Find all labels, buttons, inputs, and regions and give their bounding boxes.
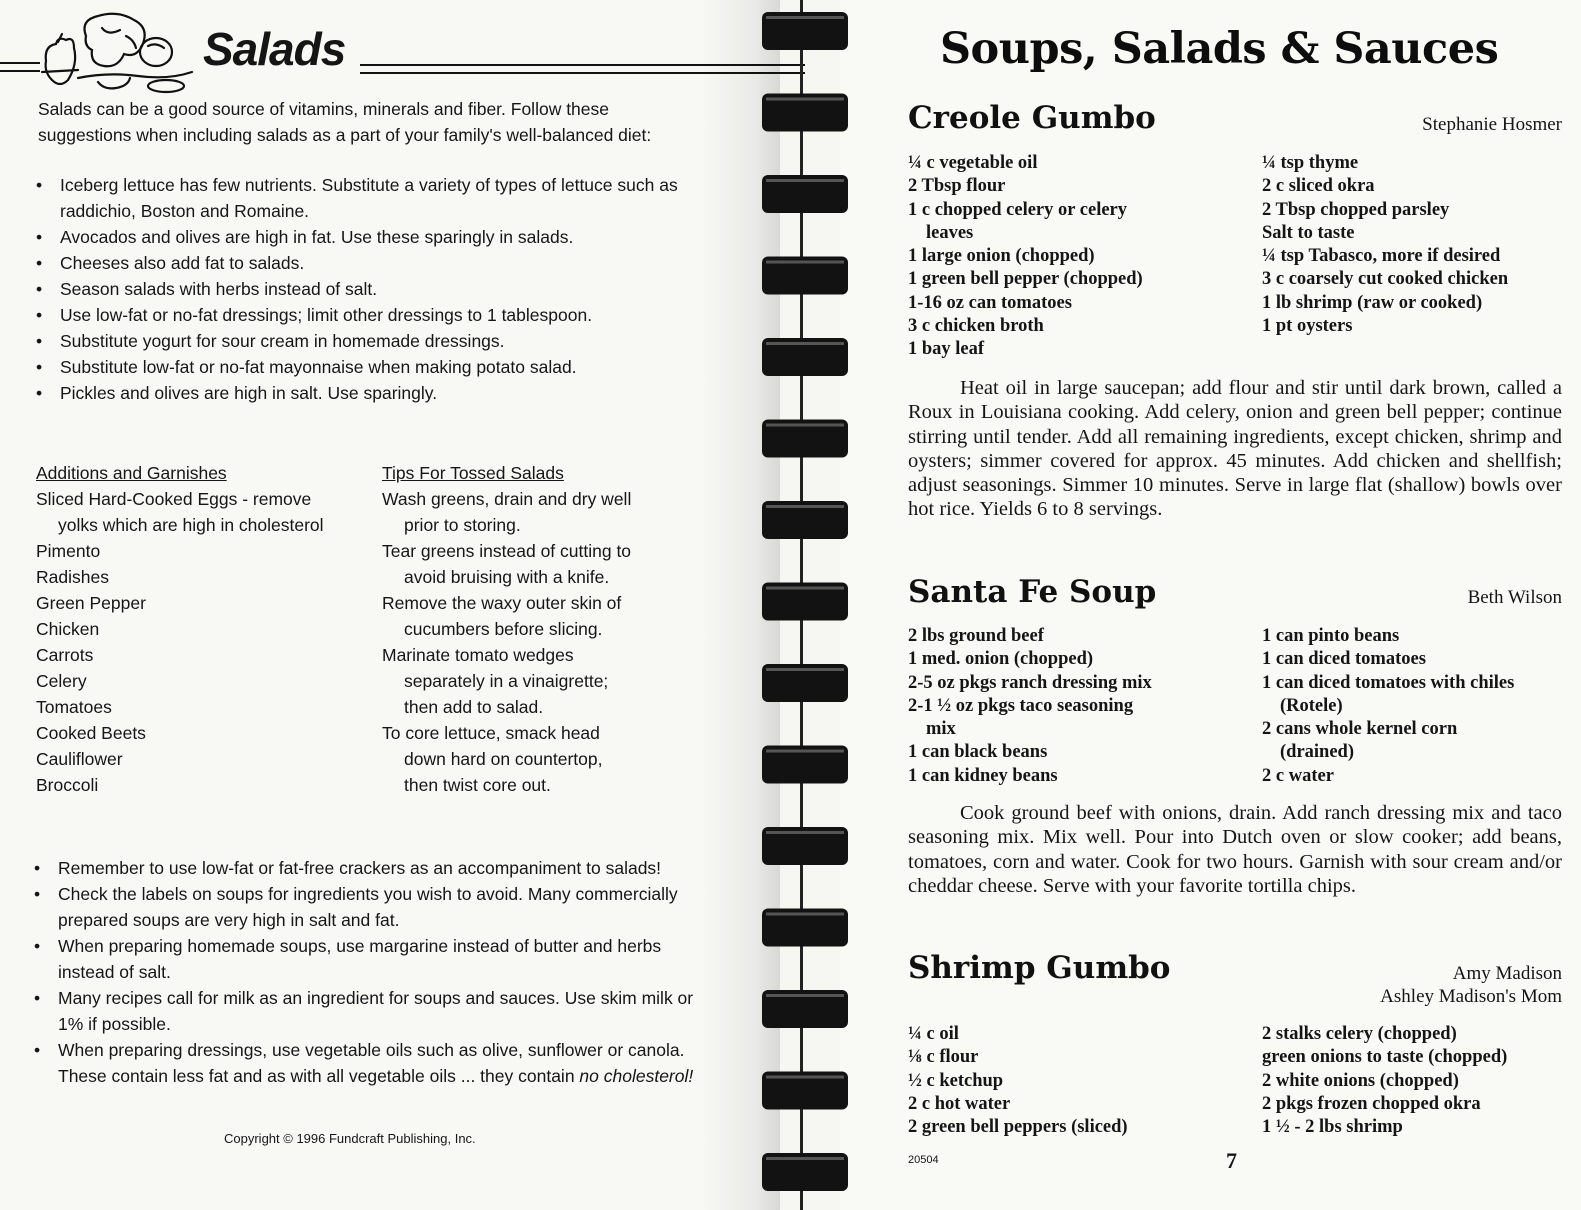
list-item: To core lettuce, smack head: [382, 723, 600, 743]
list-item: 2 c hot water: [908, 1093, 1011, 1114]
list-item: 1 can black beans: [908, 742, 1048, 763]
list-item: yolks which are high in cholesterol: [58, 515, 324, 535]
list-item: 1 green bell pepper (chopped): [908, 269, 1143, 290]
list-item: (drained): [1280, 742, 1354, 763]
spiral-coil-highlight: [766, 342, 844, 345]
salads-intro-text: Salads can be a good source of vitamins, minerals and fiber. Follow these suggestions when including salads as a part of your family's well-balanced diet:: [38, 99, 652, 145]
list-item: then add to salad.: [404, 697, 544, 717]
header-rule-left-2: [0, 70, 40, 72]
list-item: mix: [926, 719, 956, 740]
list-item: • Substitute yogurt for sour cream in homemade dressings.: [36, 328, 702, 354]
list-item: 1 med. onion (chopped): [908, 649, 1094, 670]
list-item: • Substitute low-fat or no-fat mayonnaise when making potato salad.: [36, 354, 702, 380]
list-item: ⅛ c flour: [908, 1047, 979, 1068]
list-item: green onions to taste (chopped): [1262, 1047, 1508, 1068]
header-rule-right-2: [360, 72, 805, 74]
header-rule-right: [360, 64, 805, 66]
spiral-coil-highlight: [766, 16, 844, 19]
list-item: then twist core out.: [404, 775, 551, 795]
shrimp-gumbo-author: Amy Madison: [1452, 963, 1562, 984]
list-item: prior to storing.: [404, 515, 521, 535]
list-item: 2-1 ½ oz pkgs taco seasoning: [908, 695, 1134, 716]
shrimp-ingredients-right: [1262, 1023, 1572, 1139]
list-item: ½ c ketchup: [908, 1070, 1004, 1091]
list-item: • Iceberg lettuce has few nutrients. Substitute a variety of types of lettuce such as raddichio, Boston and Romaine.: [36, 172, 702, 224]
santa-fe-ingredients-left: [908, 625, 1248, 788]
tip-last-text: When preparing dressings, use vegetable oils such as olive, sunflower or canola. These contain less fat and as with all vegetable oils ... they contain: [58, 1040, 685, 1086]
copyright-notice: Copyright © 1996 Fundcraft Publishing, Inc.: [224, 1131, 476, 1146]
list-item: 2 Tbsp chopped parsley: [1262, 199, 1450, 220]
spiral-coil-highlight: [766, 1076, 844, 1079]
list-item: 1 large onion (chopped): [908, 246, 1095, 267]
tip-last-emphasis: no cholesterol!: [579, 1066, 694, 1086]
list-item: 2 pkgs frozen chopped okra: [1262, 1093, 1481, 1114]
list-item: Broccoli: [36, 775, 99, 795]
garnishes-column: [36, 460, 356, 798]
list-item: 1 can kidney beans: [908, 765, 1058, 786]
list-item: 2 cans whole kernel corn: [1262, 719, 1458, 740]
list-item: Green Pepper: [36, 593, 146, 613]
creole-ingredients-left: [908, 152, 1248, 362]
list-item: 2 white onions (chopped): [1262, 1070, 1459, 1091]
list-item: 1 ½ - 2 lbs shrimp: [1262, 1117, 1403, 1138]
header-rule-left: [0, 62, 40, 64]
stock-number: 20504: [908, 1154, 939, 1166]
list-item: Salt to taste: [1262, 222, 1355, 243]
page-number: 7: [1226, 1148, 1237, 1173]
tossed-salad-tips-column: [382, 460, 712, 798]
list-item: 1 bay leaf: [908, 339, 985, 360]
shrimp-gumbo-author-2: Ashley Madison's Mom: [1380, 986, 1562, 1007]
list-item: 1 c chopped celery or celery: [908, 199, 1128, 220]
list-item: Tomatoes: [36, 697, 112, 717]
list-item: Remove the waxy outer skin of: [382, 593, 622, 613]
garnishes-heading: Additions and Garnishes: [36, 463, 227, 483]
santa-fe-ingredients-right: [1262, 625, 1577, 788]
spiral-coil-highlight: [766, 913, 844, 916]
soups-section-title: Soups, Salads & Sauces: [940, 24, 1499, 74]
list-item: • Pickles and olives are high in salt. Use sparingly.: [36, 380, 702, 406]
list-item: 1 lb shrimp (raw or cooked): [1262, 292, 1483, 313]
list-item: Radishes: [36, 567, 109, 587]
list-item: Cauliflower: [36, 749, 123, 769]
spiral-binding: [758, 0, 858, 1210]
creole-gumbo-title: Creole Gumbo: [908, 100, 1156, 136]
list-item: 1 pt oysters: [1262, 316, 1353, 337]
list-item: Wash greens, drain and dry well: [382, 489, 632, 509]
list-item: 2 c sliced okra: [1262, 176, 1375, 197]
list-item: • Check the labels on soups for ingredients you wish to avoid. Many commercially prepared soups are very high in salt and fat.: [34, 881, 702, 933]
santa-fe-directions: Cook ground beef with onions, drain. Add ranch dressing mix and taco seasoning mix. Mix well. Pour into Dutch oven or slow cooker; add beans, tomatoes, corn and water. Cook for two hours. Garnish with sour cream and/or cheddar cheese. Serve with your favorite tortilla chips.: [908, 802, 1562, 897]
list-item: leaves: [926, 222, 974, 243]
list-item: ¼ c vegetable oil: [908, 153, 1038, 173]
list-item: • Avocados and olives are high in fat. Use these sparingly in salads.: [36, 224, 702, 250]
list-item: 2 Tbsp flour: [908, 176, 1006, 197]
list-item: Chicken: [36, 619, 100, 639]
list-item: 2 stalks celery (chopped): [1262, 1024, 1457, 1044]
spiral-coil-highlight: [766, 179, 844, 182]
list-item: separately in a vinaigrette;: [404, 671, 609, 691]
list-item: 1 can pinto beans: [1262, 626, 1400, 646]
list-item: 1 can diced tomatoes with chiles: [1262, 672, 1515, 693]
list-item: cucumbers before slicing.: [404, 619, 603, 639]
creole-directions: Heat oil in large saucepan; add flour and stir until dark brown, called a Roux in Louisiana cooking. Add celery, onion and green bell pepper; continue stirring until tender. Add all remaining ingredients, except chicken, shrimp and oysters; simmer covered for approx. 45 minutes. Add chicken and shellfish; adjust seasonings. Simmer 10 minutes. Serve in large flat (shallow) bowls over hot rice. Yields 6 to 8 servings.: [908, 377, 1562, 521]
list-item: Cooked Beets: [36, 723, 146, 743]
shrimp-ingredients-left: [908, 1023, 1248, 1139]
spiral-coil-highlight: [766, 668, 844, 671]
list-item: Carrots: [36, 645, 94, 665]
list-item: • When preparing homemade soups, use margarine instead of butter and herbs instead of salt.: [34, 933, 702, 985]
spiral-coil-highlight: [766, 424, 844, 427]
list-item: 1 can diced tomatoes: [1262, 649, 1426, 670]
list-item: 3 c chicken broth: [908, 316, 1044, 337]
spiral-coil-highlight: [766, 750, 844, 753]
list-item: ¼ tsp Tabasco, more if desired: [1262, 246, 1501, 267]
tossed-tips-heading: Tips For Tossed Salads: [382, 463, 564, 483]
list-item: • Season salads with herbs instead of salt.: [36, 276, 702, 302]
list-item: 1-16 oz can tomatoes: [908, 292, 1072, 313]
list-item: Marinate tomato wedges: [382, 645, 574, 665]
list-item: down hard on countertop,: [404, 749, 603, 769]
vegetables-illustration-icon: [38, 6, 198, 96]
list-item: • Many recipes call for milk as an ingredient for soups and sauces. Use skim milk or 1% if possible.: [34, 985, 702, 1037]
list-item: (Rotele): [1280, 695, 1343, 716]
creole-gumbo-author: Stephanie Hosmer: [1422, 114, 1562, 135]
list-item: • Use low-fat or no-fat dressings; limit other dressings to 1 tablespoon.: [36, 302, 702, 328]
list-item: Pimento: [36, 541, 101, 561]
salads-tips-list: [36, 172, 702, 406]
spiral-coil-highlight: [766, 505, 844, 508]
list-item: Celery: [36, 671, 87, 691]
list-item: • Cheeses also add fat to salads.: [36, 250, 702, 276]
list-item: 2 c water: [1262, 765, 1334, 786]
soups-tips-list: [34, 855, 702, 1089]
list-item: Sliced Hard-Cooked Eggs - remove: [36, 489, 312, 509]
spiral-coil-highlight: [766, 261, 844, 264]
list-item: 3 c coarsely cut cooked chicken: [1262, 269, 1509, 290]
spiral-coil-highlight: [766, 1157, 844, 1160]
list-item: 2 lbs ground beef: [908, 626, 1044, 646]
creole-ingredients-right: [1262, 152, 1572, 338]
shrimp-gumbo-title: Shrimp Gumbo: [908, 950, 1171, 986]
spiral-coil-highlight: [766, 994, 844, 997]
list-item: Tear greens instead of cutting to: [382, 541, 632, 561]
salads-section-title: Salads: [203, 23, 346, 75]
list-item: 2-5 oz pkgs ranch dressing mix: [908, 672, 1152, 693]
spiral-coil-highlight: [766, 98, 844, 101]
list-item: ¼ c oil: [908, 1024, 959, 1044]
list-item: avoid bruising with a knife.: [404, 567, 610, 587]
list-item: 2 green bell peppers (sliced): [908, 1117, 1128, 1138]
spiral-coil-highlight: [766, 831, 844, 834]
list-item: • Remember to use low-fat or fat-free crackers as an accompaniment to salads!: [34, 855, 702, 881]
santa-fe-soup-author: Beth Wilson: [1467, 587, 1562, 608]
santa-fe-soup-title: Santa Fe Soup: [908, 574, 1157, 610]
list-item: [34, 1037, 702, 1089]
spiral-coil-highlight: [766, 587, 844, 590]
list-item: ¼ tsp thyme: [1262, 153, 1359, 173]
